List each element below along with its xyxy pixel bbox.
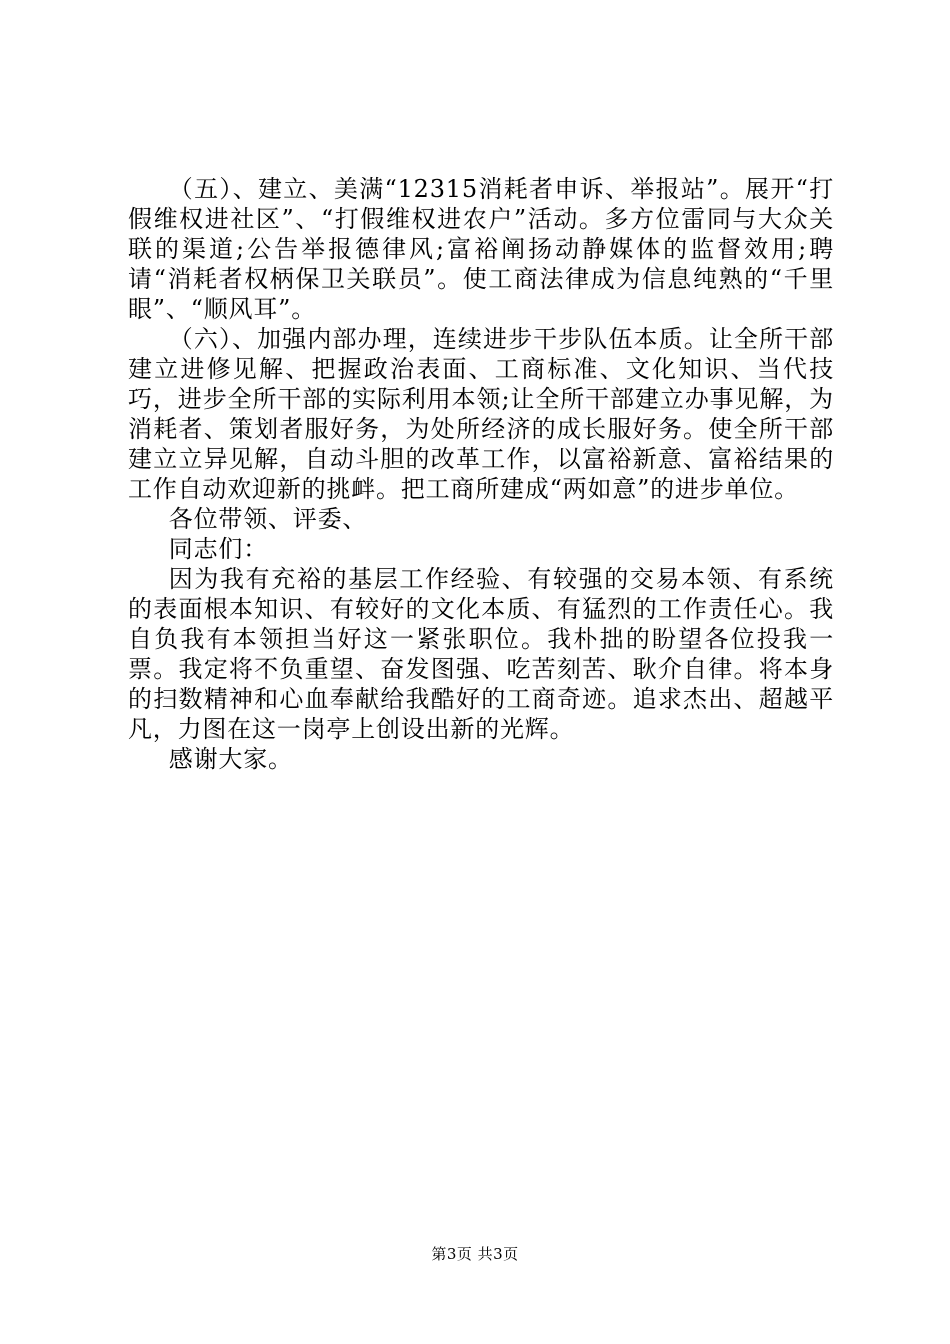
document-body <box>128 174 834 774</box>
paragraph-closing-statement: 因为我有充裕的基层工作经验、有较强的交易本领、有系统的表面根本知识、有较好的文化本质、有猛烈的工作责任心。我自负我有本领担当好这一紧张职位。我朴拙的盼望各位投我一票。我定将不负重望、奋发图强、吃苦刻苦、耿介自律。将本身的扫数精神和心血奉献给我酷好的工商奇迹。追求杰出、超越平凡，力图在这一岗亭上创设出新的光辉。 <box>128 565 834 743</box>
paragraph-section-six: （六）、加强内部办理，连续进步干步队伍本质。让全所干部建立进修见解、把握政治表面、工商标准、文化知识、当代技巧，进步全所干部的实际利用本领;让全所干部建立办事见解，为消耗者、策划者服好务，为处所经济的成长服好务。使全所干部建立立异见解，自动斗胆的改革工作，以富裕新意、富裕结果的工作自动欢迎新的挑衅。把工商所建成“两如意”的进步单位。 <box>128 325 834 503</box>
page-number-footer: 第3页 共3页 <box>431 1245 519 1263</box>
paragraph-section-five: （五）、建立、美满“12315消耗者申诉、举报站”。展开“打假维权进社区”、“打假维权进农户”活动。多方位雷同与大众关联的渠道;公告举报德律风;富裕阐扬动静媒体的监督效用;聘请“消耗者权柄保卫关联员”。使工商法律成为信息纯熟的“千里眼”、“顺风耳”。 <box>128 175 834 323</box>
salutation-comrades: 同志们： <box>168 535 268 563</box>
salutation-leaders: 各位带领、评委、 <box>168 505 368 533</box>
paragraph-thanks: 感谢大家。 <box>168 745 293 773</box>
